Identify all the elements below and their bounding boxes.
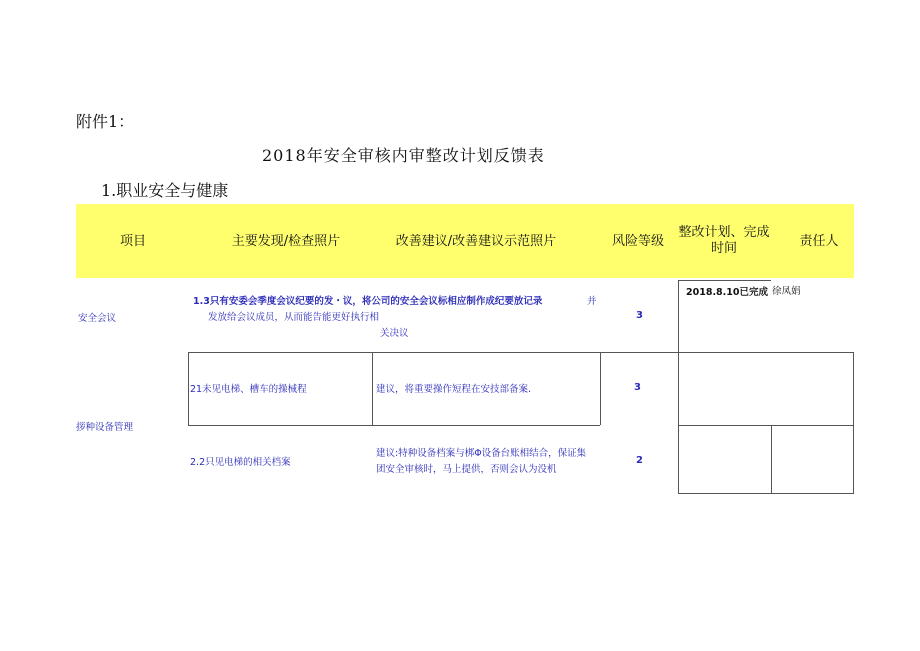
row3-risk: 2 bbox=[636, 455, 643, 466]
row1-owner: 徐凤娟 bbox=[772, 286, 801, 297]
grid-line bbox=[771, 425, 772, 494]
section-heading: 1.职业安全与健康 bbox=[101, 181, 229, 200]
row1-risk: 3 bbox=[636, 310, 643, 321]
row3-suggestion-line1: 建议:特种设备档案与梆Φ设备台账相结合，保证集 bbox=[376, 448, 587, 459]
grid-line bbox=[678, 493, 854, 494]
grid-line bbox=[678, 280, 679, 494]
grid-line bbox=[678, 280, 771, 281]
table-header bbox=[76, 204, 854, 278]
header-suggestions: 改善建议/改善建议示范照片 bbox=[395, 234, 557, 249]
row2-finding: 21未见电梯、槽车的操械程 bbox=[190, 384, 307, 395]
document-title: 2018年安全审核内审整改计划反馈表 bbox=[262, 146, 545, 165]
row3-finding: 2.2只见电梯的相关档案 bbox=[190, 457, 291, 468]
header-plan bbox=[676, 225, 772, 257]
grid-line bbox=[372, 352, 373, 425]
grid-line bbox=[188, 352, 854, 353]
row1-plan: 2018.8.10已完成 bbox=[686, 287, 768, 298]
header-plan-line1: 整改计划、完成 bbox=[678, 225, 770, 240]
grid-line bbox=[600, 352, 601, 425]
row1-finding-line1: 1.3只有安委会季度会议纪要的发・议，将公司的安全会议标相应制作成纪要放记录 bbox=[193, 296, 543, 307]
header-findings: 主要发现/检查照片 bbox=[231, 234, 341, 249]
grid-line bbox=[678, 425, 854, 426]
grid-line bbox=[853, 352, 854, 494]
row3-suggestion-line2: 团安全审核时，马上提供，否则会认为没机 bbox=[376, 464, 557, 475]
row1-finding-line2: 发放给会议成员，从而能告能更好执行相 bbox=[208, 312, 380, 323]
header-item: 项目 bbox=[119, 234, 146, 249]
row1-category: 安全会议 bbox=[78, 313, 117, 324]
row2-risk: 3 bbox=[634, 382, 641, 393]
row2-category: 拶种设备管理 bbox=[76, 422, 134, 433]
attachment-label: 附件1： bbox=[76, 112, 135, 131]
header-plan-line2: 时间 bbox=[710, 241, 737, 256]
grid-line bbox=[188, 425, 600, 426]
header-owner: 责任人 bbox=[799, 234, 839, 249]
header-risk: 风险等级 bbox=[611, 234, 664, 249]
row1-finding-line3: 关决议 bbox=[380, 328, 409, 339]
row1-finding-tail: 并 bbox=[587, 296, 597, 307]
grid-line bbox=[188, 352, 189, 425]
row2-suggestion: 建议，将重要操作短程在安技部备案. bbox=[376, 384, 532, 395]
